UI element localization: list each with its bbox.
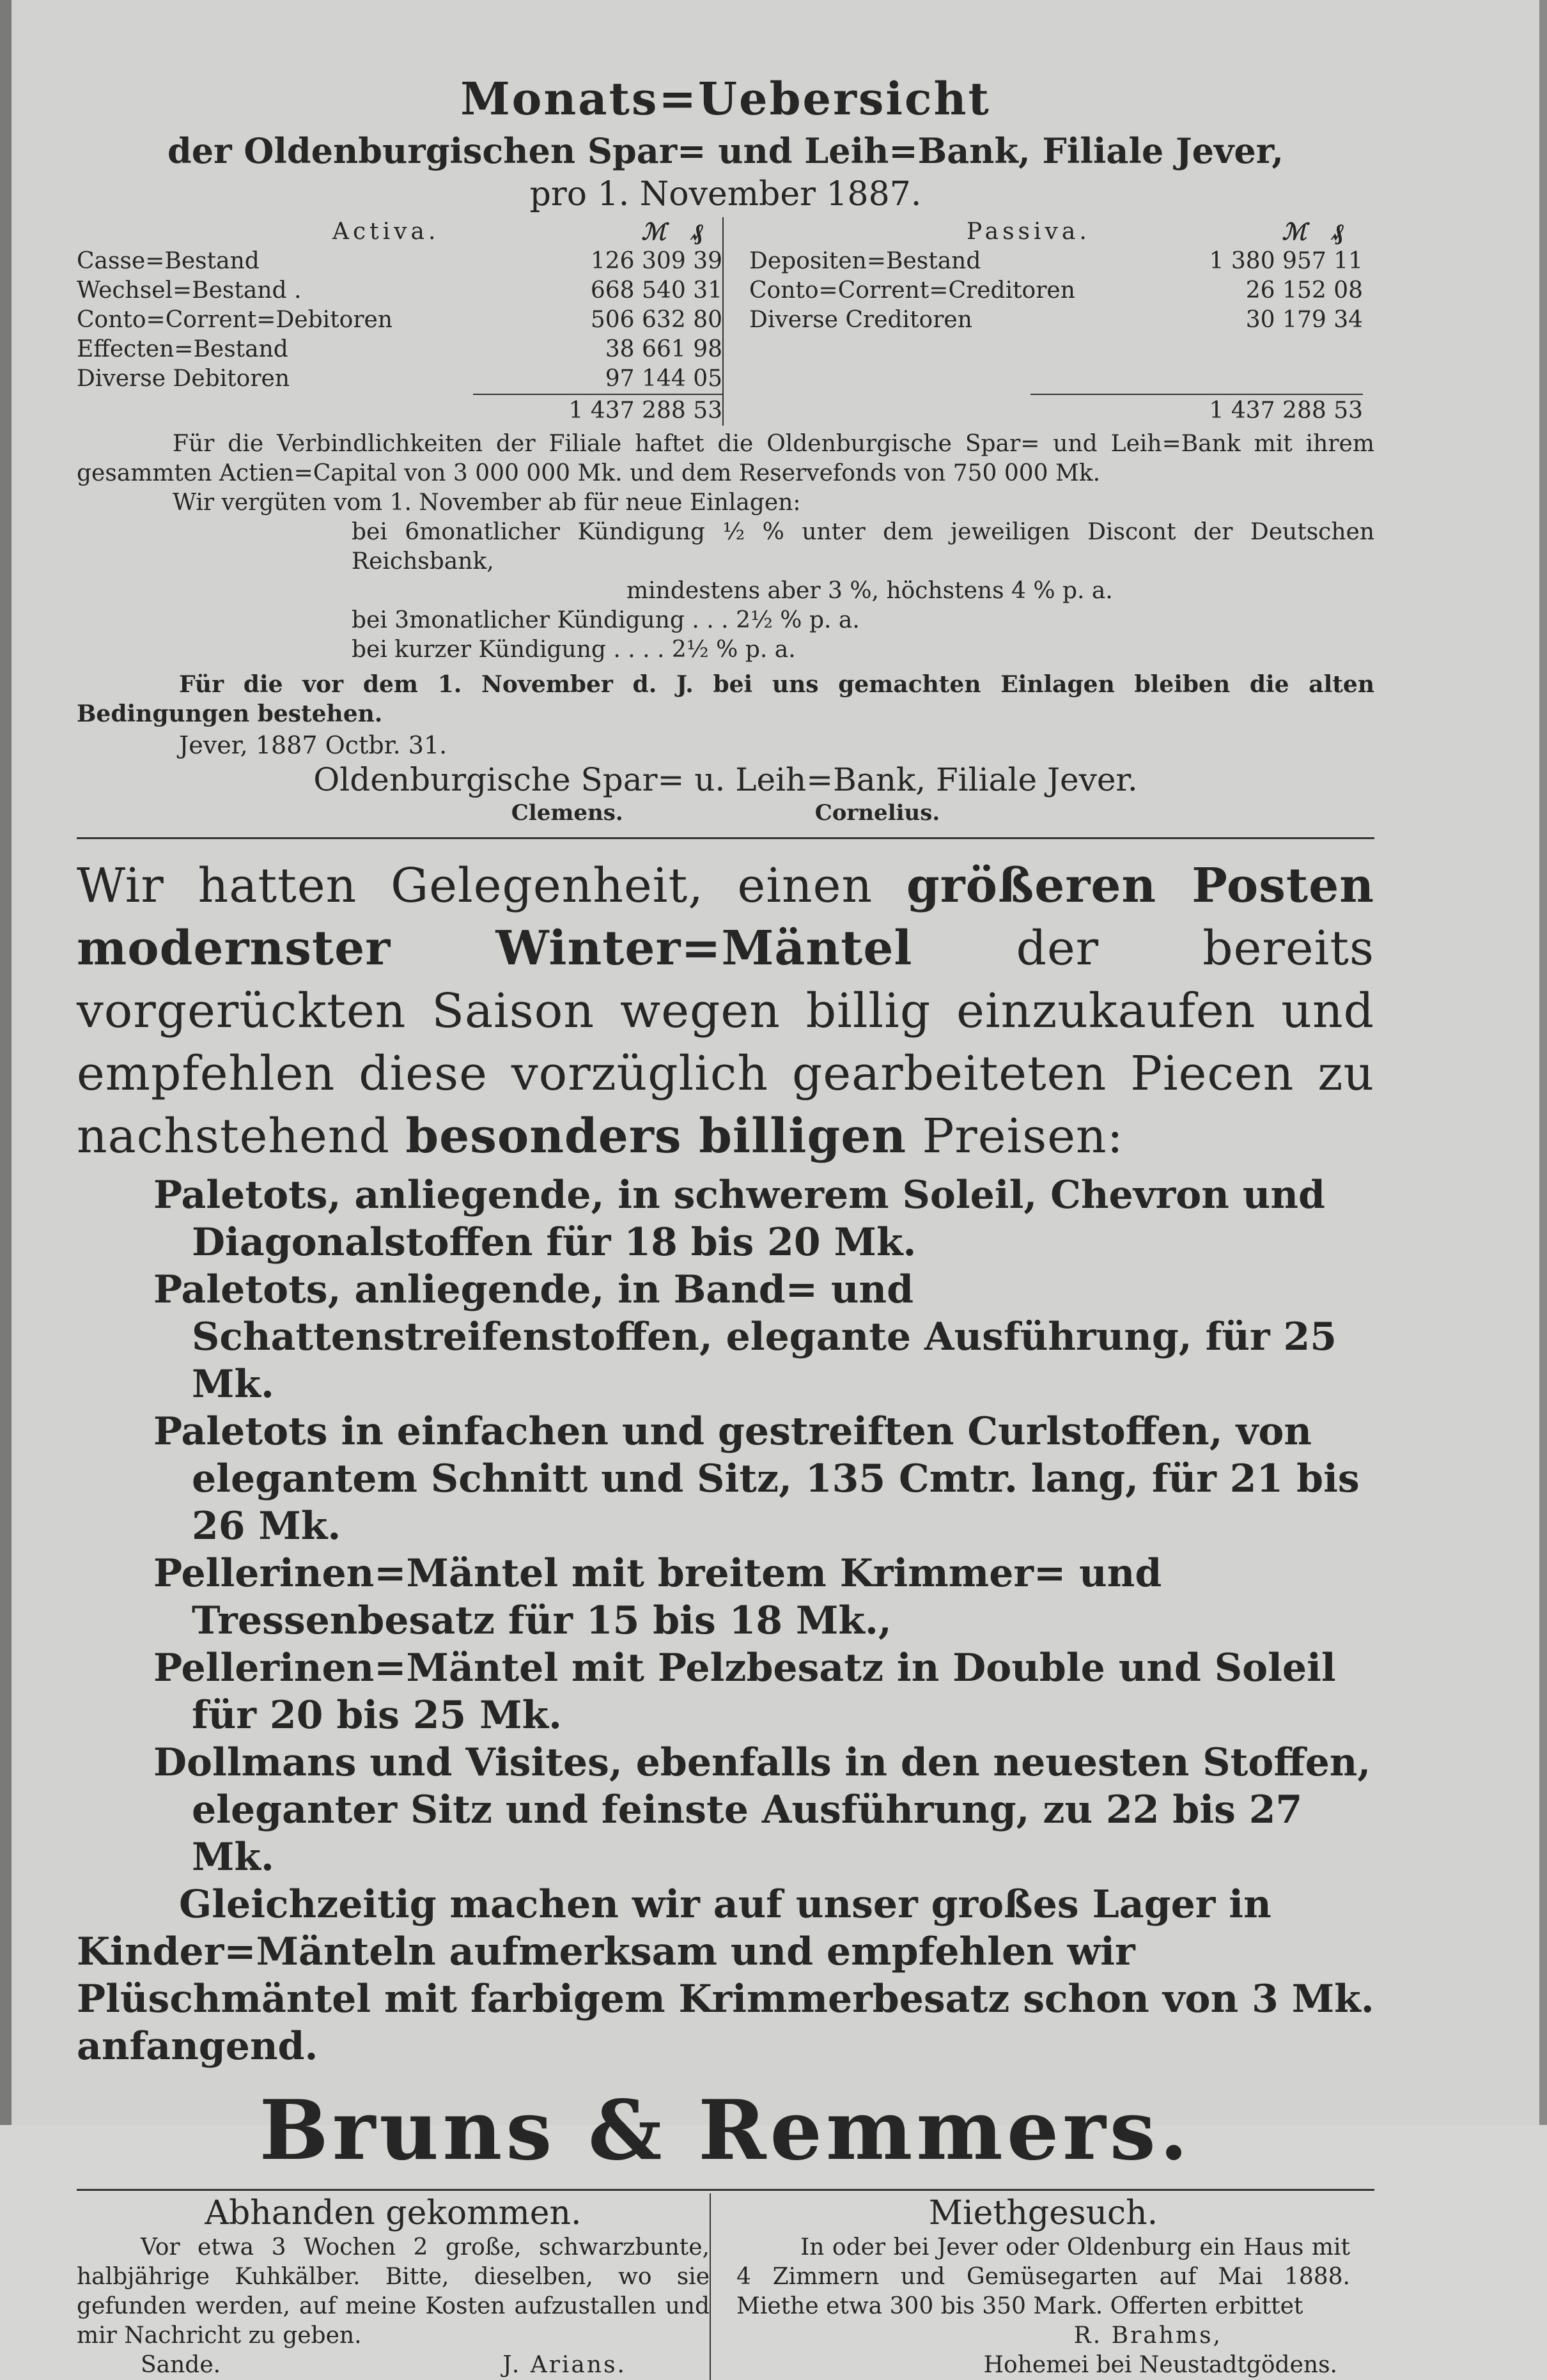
row-amount: 26 152 08 [1245,277,1363,304]
passiva-label: Passiva. [967,219,1091,245]
ad-item: Dollmans und Visites, ebenfalls in den neuesten Stoffen, eleganter Sitz und feinste Ausführung, zu 22 bis 27 Mk. [153,1740,1371,1880]
ad-item: Paletots, anliegende, in Band= und Schattenstreifenstoffen, elegante Ausführung, für 25 Mk. [153,1267,1337,1407]
row-name: Casse=Bestand [77,248,260,274]
ad-intro-emphasis: besonders billigen [405,1109,907,1164]
currency-pfennig: ₰ [692,219,703,245]
ad-closing: Gleichzeitig machen wir auf unser großes Lager in Kinder=Mänteln aufmerksam und empfehlen wir Plüschmäntel mit farbigem Krimmerbesatz schon von 3 Mk. anfangend. [77,1882,1374,2069]
ad-intro-part: Preisen: [922,1109,1124,1164]
place-date: Jever, 1887 Octbr. 31. [179,731,447,759]
ledger-row [77,364,722,394]
row-name: Wechsel=Bestand . [77,277,302,304]
row-name: Diverse Creditoren [749,307,972,333]
ad-intro-part: der bereits vorgerückten Saison wegen billig einzukaufen und empfehlen diese vorzüglich gearbeiteten Piecen zu nachstehend [77,921,1374,1164]
passiva-total: 1 437 288 53 [1030,394,1363,426]
row-amount: 126 309 39 [590,248,722,274]
wanted-address: Hohemei bei Neustadtgödens. [983,2352,1337,2378]
row-amount: 1 380 957 11 [1209,248,1363,274]
ad-item: Paletots in einfachen und gestreiften Curlstoffen, von elegantem Schnitt und Sitz, 135 Cmtr. lang, für 21 bis 26 Mk. [153,1409,1360,1549]
liability-note: Für die Verbindlichkeiten der Filiale haftet die Oldenburgische Spar= und Leih=Bank mit ihrem gesammten Actien=Capital von 3 000 000 Mk. und dem Reservefonds von 750 000 Mk. [77,431,1374,486]
bank-subtitle: der Oldenburgischen Spar= und Leih=Bank, Filiale Jever, [167,130,1284,171]
ledger-row [77,276,722,305]
signer-cornelius: Cornelius. [814,800,940,826]
row-amount: 506 632 80 [590,307,722,333]
ad-item: Pellerinen=Mäntel mit Pelzbesatz in Double und Soleil für 20 bis 25 Mk. [153,1646,1336,1738]
interest-short: bei kurzer Kündigung . . . . 2½ % p. a. [352,637,796,663]
currency-pfennig: ₰ [1332,219,1344,245]
interest-min-max: mindestens aber 3 %, höchstens 4 % p. a. [626,578,1113,604]
ledger-row [749,305,1363,335]
ledger-row [77,247,722,276]
ad-item: Paletots, anliegende, in schwerem Soleil, Chevron und Diagonalstoffen für 18 bis 20 Mk. [153,1173,1325,1265]
page-content [77,70,1374,2380]
page-spine [0,0,12,2125]
activa-column [77,217,722,426]
lost-body: Vor etwa 3 Wochen 2 große, schwarzbunte, halbjährige Kuhkälber. Bitte, dieselben, wo sie gefunden werden, auf meine Kosten aufzustallen und mir Nachricht zu geben. [77,2234,710,2349]
lost-place: Sande. [141,2352,221,2378]
ad-item: Pellerinen=Mäntel mit breitem Krimmer= und Tressenbesatz für 15 bis 18 Mk., [153,1551,1162,1643]
signers [77,800,1374,826]
ledger-row [77,335,722,364]
wanted-title: Miethgesuch. [928,2194,1158,2232]
activa-header [77,217,722,247]
row-name: Conto=Corrent=Debitoren [77,307,393,333]
row-name: Conto=Corrent=Creditoren [749,277,1075,304]
bank-title: Monats=Uebersicht [460,72,991,125]
rent-wanted-notice [710,2193,1350,2380]
brand-name: Bruns & Remmers. [259,2083,1192,2179]
section-divider [77,837,1374,839]
ledger-row [749,276,1363,305]
lost-footer [77,2351,710,2380]
balance-ledger [77,217,1374,426]
lost-notice [77,2193,710,2380]
bank-overview [77,70,1374,826]
wanted-body: In oder bei Jever oder Oldenburg ein Haus mit 4 Zimmern und Gemüsegarten auf Mai 1888. Miethe etwa 300 bis 350 Mark. Offerten erbittet [736,2234,1350,2319]
ledger-spacer [749,335,1363,394]
row-name: Depositen=Bestand [749,248,981,274]
passiva-column [722,217,1363,426]
signer-clemens: Clemens. [511,800,623,826]
ledger-row [749,247,1363,276]
lost-title: Abhanden gekommen. [205,2194,582,2232]
interest-3month: bei 3monatlicher Kündigung . . . 2½ % p. a. [352,607,860,633]
ad-intro [77,854,1374,1168]
row-name: Effecten=Bestand [77,336,288,362]
old-deposits-note: Für die vor dem 1. November d. J. bei uns gemachten Einlagen bleiben die alten Bedingungen bestehen. [77,671,1374,727]
ad-intro-emphasis: größeren Posten modernster Winter=Mäntel [77,858,1374,976]
row-amount: 668 540 31 [590,277,722,304]
classified-notices [77,2189,1374,2380]
ad-intro-part: Wir hatten Gelegenheit, einen [77,858,873,913]
activa-total: 1 437 288 53 [473,394,722,426]
currency-units [642,217,723,247]
interest-6month: bei 6monatlicher Kündigung ½ % unter dem jeweiligen Discont der Deutschen Reichsbank, [352,519,1374,575]
row-amount: 38 661 98 [605,336,722,362]
activa-label: Activa. [332,219,440,245]
bank-date: pro 1. November 1887. [529,175,922,213]
currency-units [1282,217,1364,247]
lost-signer: J. Arians. [502,2352,626,2378]
interest-note: Wir vergüten vom 1. November ab für neue Einlagen: [173,490,801,516]
row-amount: 97 144 05 [605,366,722,392]
currency-mark: ℳ [1282,219,1307,245]
page-edge [1539,0,1547,2125]
passiva-header [749,217,1363,247]
row-amount: 30 179 34 [1245,307,1363,333]
coat-advertisement [77,854,1374,2185]
bank-signature: Oldenburgische Spar= u. Leih=Bank, Filiale Jever. [313,761,1138,798]
row-name: Diverse Debitoren [77,366,290,392]
ledger-row [77,305,722,335]
currency-mark: ℳ [641,219,666,245]
wanted-signer: R. Brahms, [1073,2322,1222,2349]
